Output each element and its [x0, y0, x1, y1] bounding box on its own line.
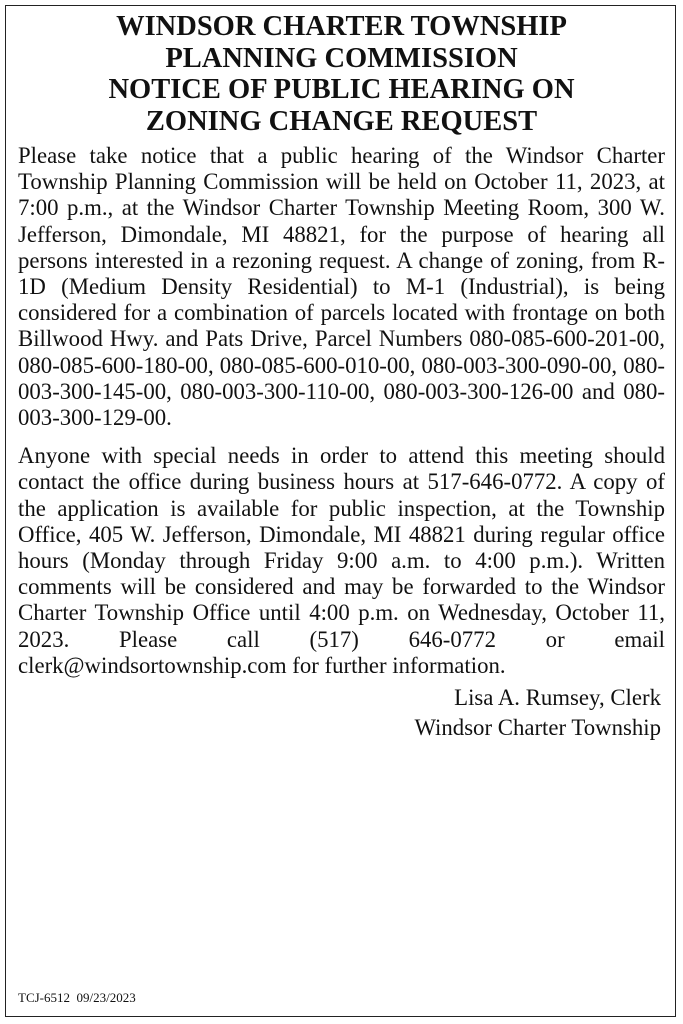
title-line: ZONING CHANGE REQUEST: [145, 105, 538, 137]
notice-body: [18, 11, 665, 743]
signature-block: [18, 683, 665, 743]
footer-code: TCJ-6512 09/23/2023: [18, 990, 136, 1005]
signature-organization: Windsor Charter Township: [414, 715, 661, 741]
signature-name: Lisa A. Rumsey, Clerk: [454, 685, 661, 711]
title-line: WINDSOR CHARTER TOWNSHIP: [116, 11, 567, 42]
notice-text: [18, 143, 665, 679]
title-line: NOTICE OF PUBLIC HEARING ON: [108, 74, 575, 105]
notice-title: [18, 11, 665, 137]
title-line: PLANNING COMMISSION: [165, 42, 518, 74]
special-needs-paragraph: Anyone with special needs in order to attend this meeting should contact the office during business hours at 517-646-0772. A copy of the application is available for public inspection, at the Township Office, 405 W. Jefferson, Dimondale, MI 48821 during regular office hours (Monday through Friday 9:00 a.m. to 4:00 p.m.). Written comments will be considered and may be forwarded to the Windsor Charter Township Office until 4:00 p.m. on Wednesday, October 11, 2023. Please call (517) 646-0772 or email clerk@windsortownship.com for further information.: [18, 443, 665, 678]
hearing-paragraph: Please take notice that a public hearing of the Windsor Charter Township Planning Commission will be held on October 11, 2023, at 7:00 p.m., at the Windsor Charter Township Meeting Room, 300 W. Jefferson, Dimondale, MI 48821, for the purpose of hearing all persons interested in a rezoning request. A change of zoning, from R-1D (Medium Density Residential) to M-1 (Industrial), is being considered for a combination of parcels located with frontage on both Billwood Hwy. and Pats Drive, Parcel Numbers 080-085-600-201-00, 080-085-600-180-00, 080-085-600-010-00, 080-003-300-090-00, 080-003-300-145-00, 080-003-300-110-00, 080-003-300-126-00 and 080-003-300-129-00.: [18, 143, 665, 431]
